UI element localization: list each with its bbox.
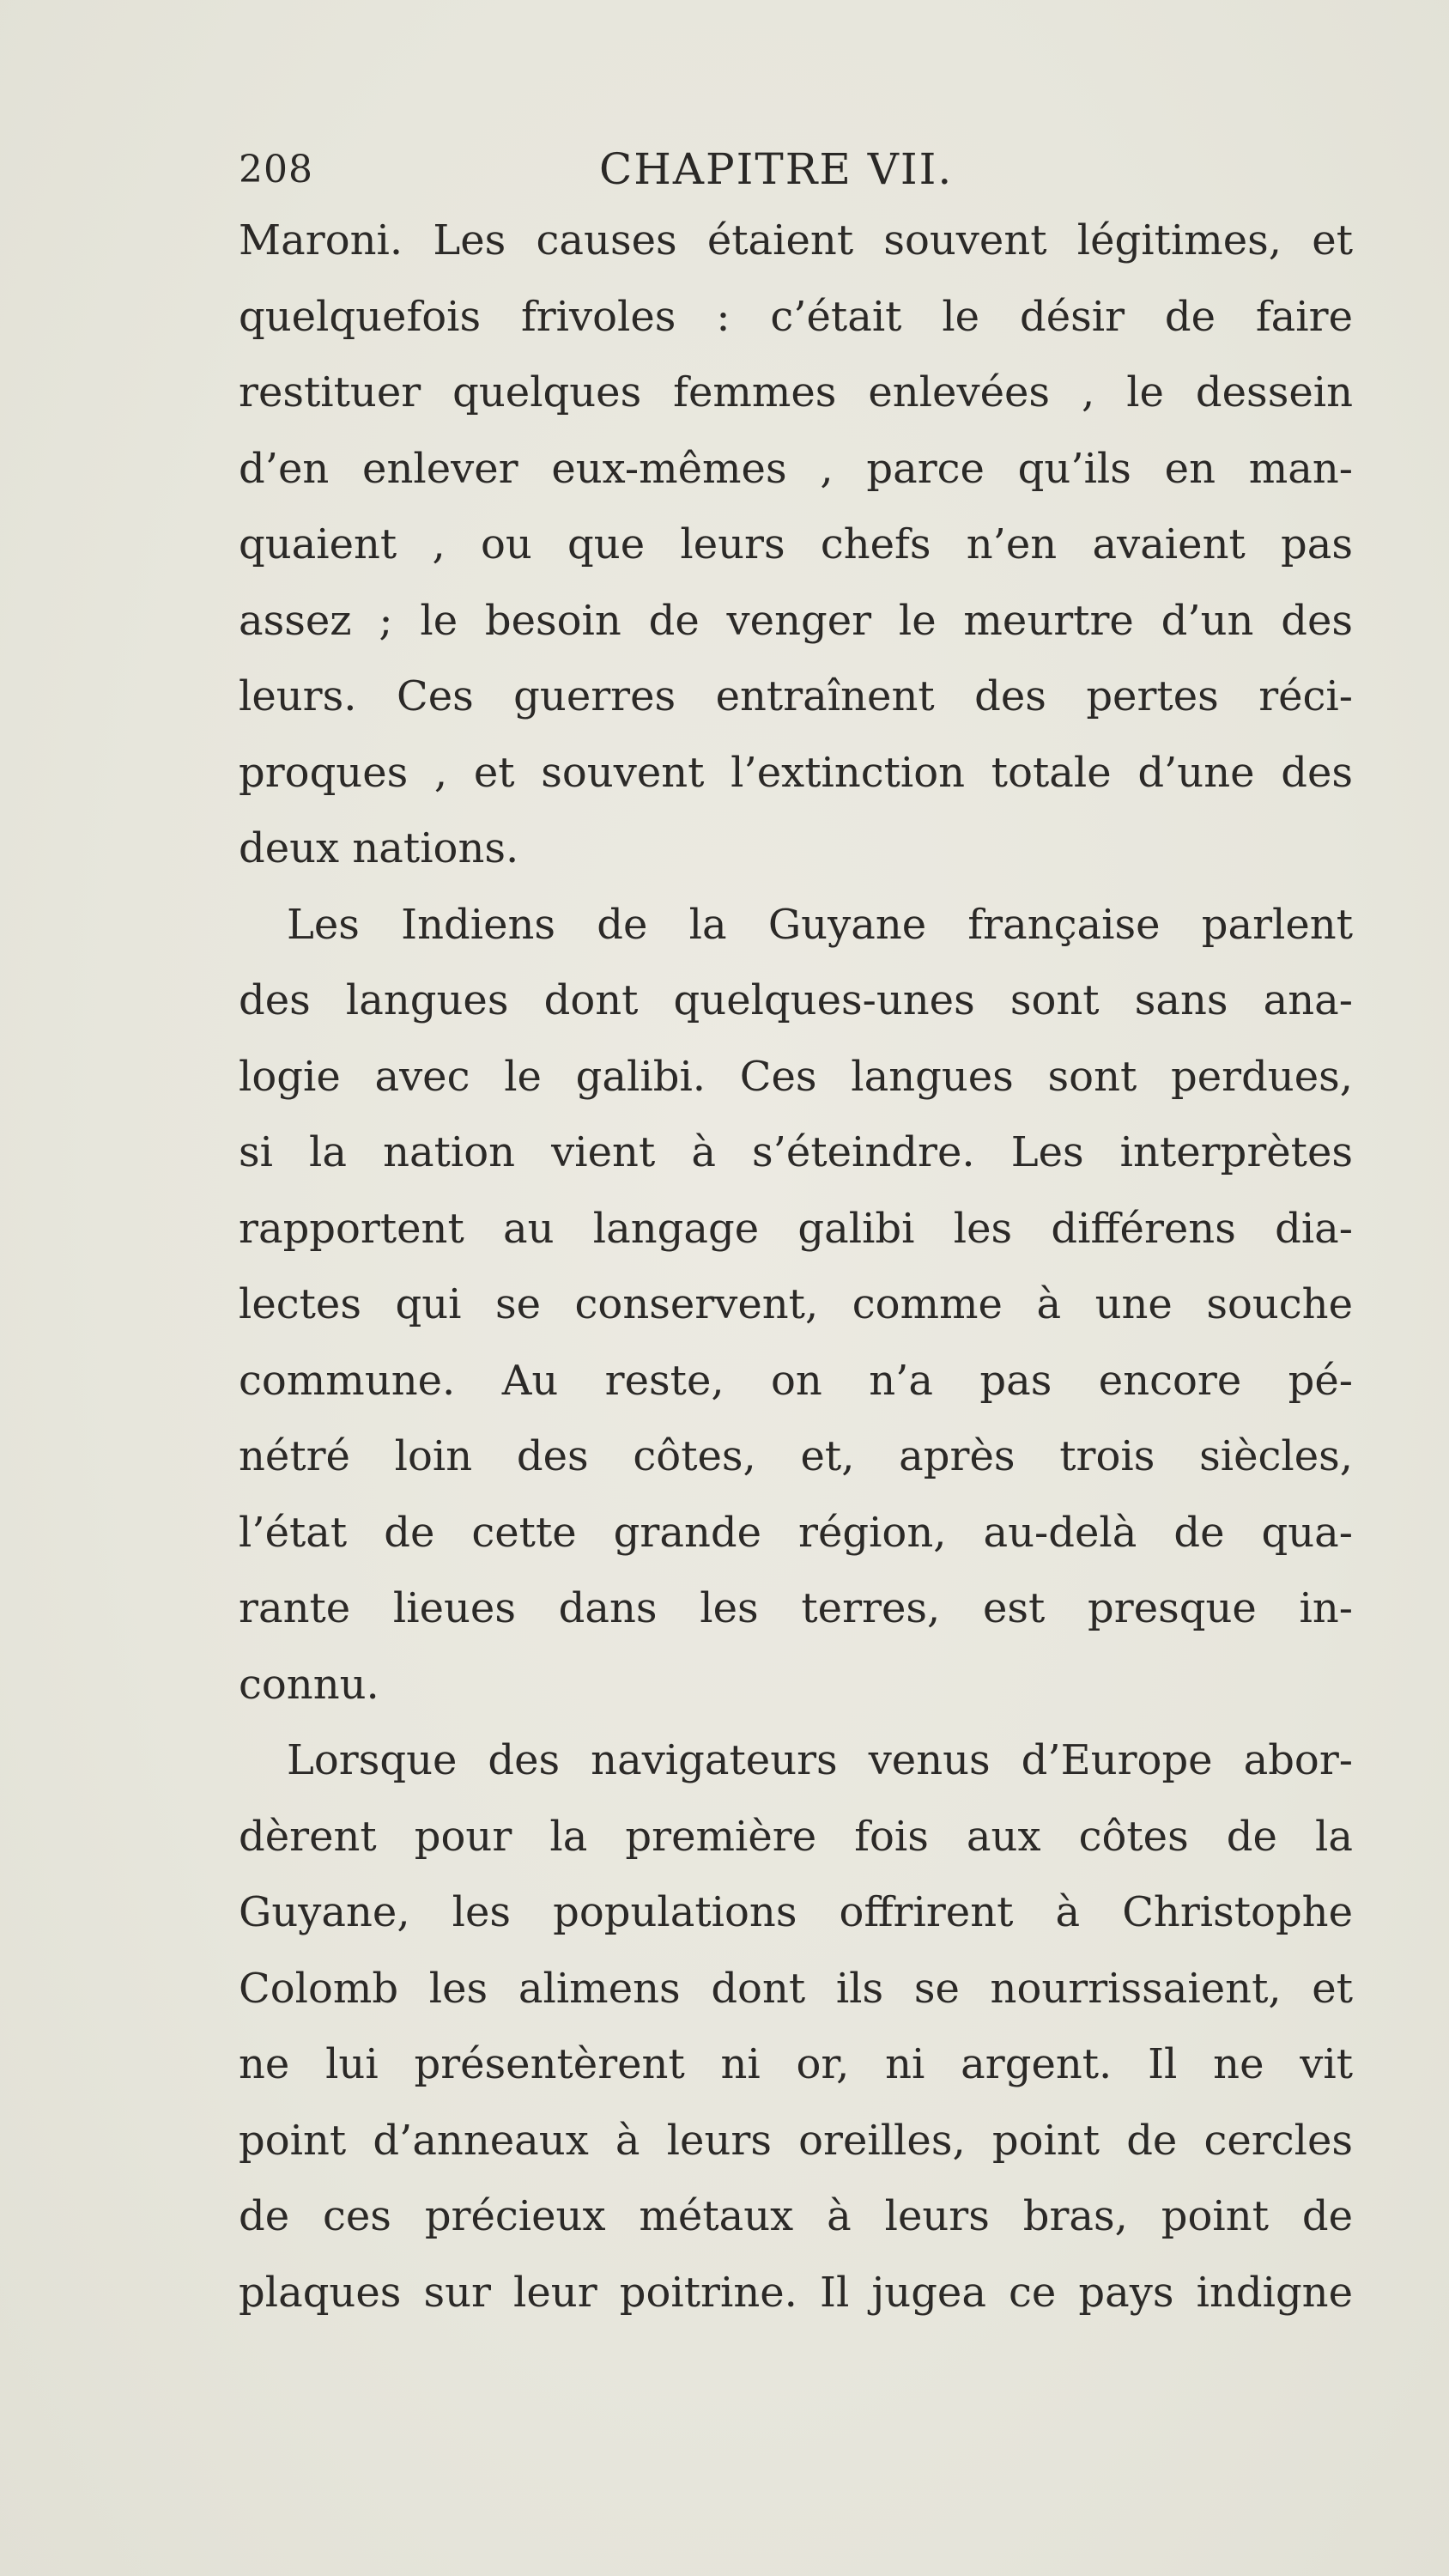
text-line: restituer quelques femmes enlevées , le dessein [239, 368, 1353, 416]
text-line: Lorsque des navigateurs venus d’Europe abor- [287, 1736, 1353, 1784]
text-line: rante lieues dans les terres, est presque in- [239, 1584, 1353, 1632]
text-line: leurs. Ces guerres entraînent des pertes réci- [239, 672, 1353, 720]
page-number: 208 [239, 148, 313, 191]
text-line: deux nations. [239, 824, 519, 872]
text-line: Colomb les alimens dont ils se nourrissaient, et [239, 1964, 1353, 2013]
text-line: assez ; le besoin de venger le meurtre d’un des [239, 596, 1353, 645]
text-line: proques , et souvent l’extinction totale d’une des [239, 748, 1353, 797]
text-line: rapportent au langage galibi les différens dia- [239, 1204, 1353, 1253]
text-line: nétré loin des côtes, et, après trois siècles, [239, 1432, 1353, 1480]
text-line: des langues dont quelques-unes sont sans ana- [239, 976, 1353, 1024]
body-text [239, 203, 1353, 2330]
text-line: de ces précieux métaux à leurs bras, point de [239, 2192, 1353, 2240]
text-line: connu. [239, 1660, 379, 1709]
text-line: Guyane, les populations offrirent à Christophe [239, 1888, 1353, 1936]
text-line: Maroni. Les causes étaient souvent légitimes, et [239, 216, 1353, 264]
page-header [239, 144, 1355, 204]
text-line: ne lui présentèrent ni or, ni argent. Il ne vit [239, 2040, 1353, 2088]
text-line: commune. Au reste, on n’a pas encore pé- [239, 1356, 1353, 1405]
running-title: CHAPITRE VII. [599, 144, 954, 194]
text-line: Les Indiens de la Guyane française parlent [287, 900, 1353, 949]
text-line: si la nation vient à s’éteindre. Les interprètes [239, 1128, 1353, 1176]
text-line: quaient , ou que leurs chefs n’en avaient pas [239, 520, 1353, 568]
text-line: lectes qui se conservent, comme à une souche [239, 1280, 1353, 1328]
text-line: dèrent pour la première fois aux côtes de la [239, 1812, 1353, 1861]
text-line: logie avec le galibi. Ces langues sont perdues, [239, 1052, 1353, 1101]
text-line: l’état de cette grande région, au-delà de qua- [239, 1508, 1353, 1557]
text-line: d’en enlever eux-mêmes , parce qu’ils en man- [239, 444, 1353, 493]
text-line: quelquefois frivoles : c’était le désir de faire [239, 292, 1353, 341]
text-line: point d’anneaux à leurs oreilles, point de cercles [239, 2116, 1353, 2165]
text-line: plaques sur leur poitrine. Il jugea ce pays indigne [239, 2268, 1353, 2317]
